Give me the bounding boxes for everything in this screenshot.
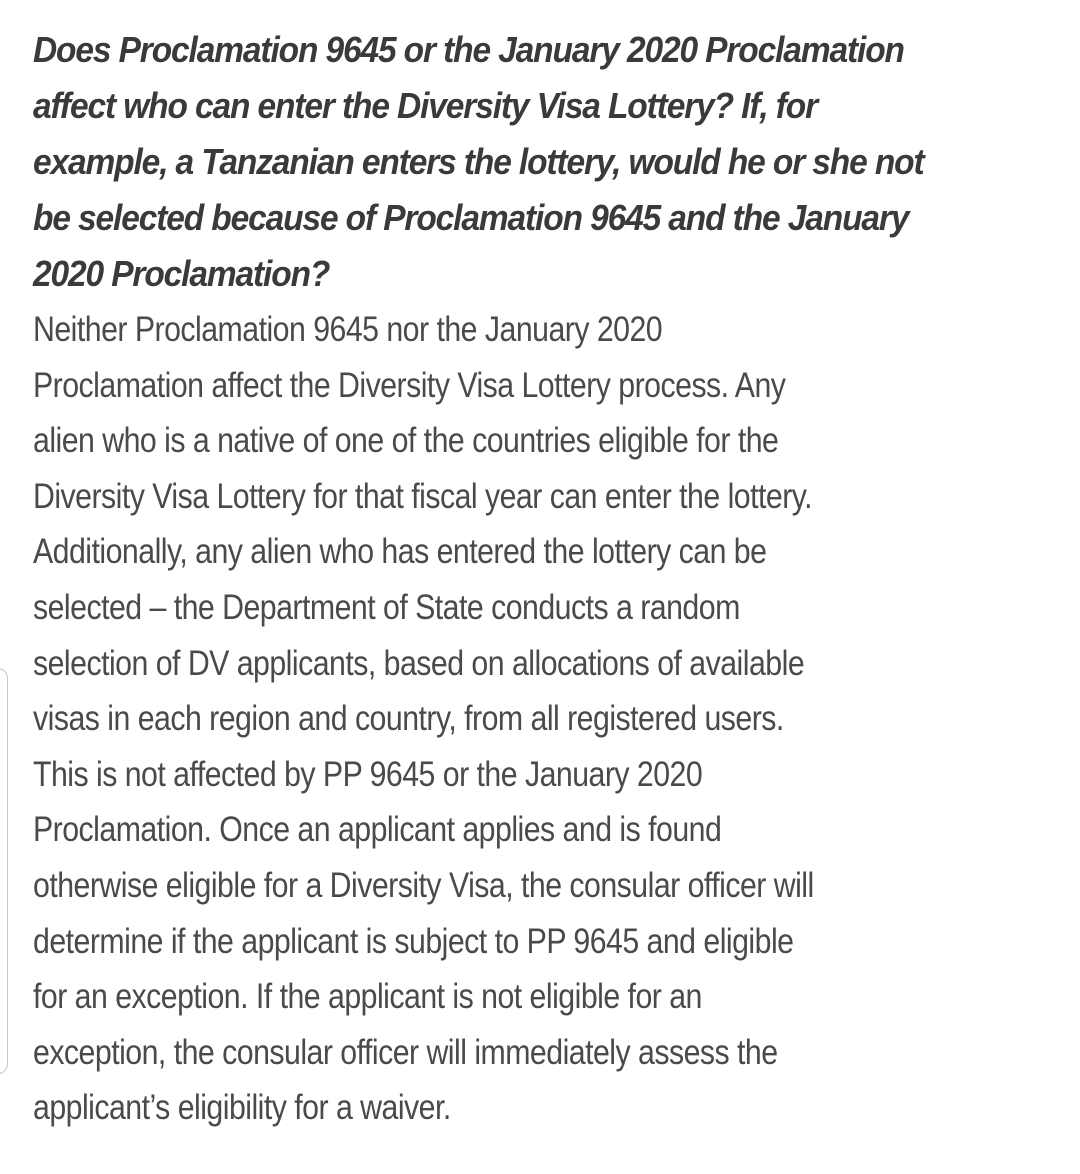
- answer-line: Additionally, any alien who has entered the lottery can be: [33, 532, 767, 572]
- faq-question: [33, 22, 1056, 302]
- answer-line: Proclamation. Once an applicant applies and is found: [33, 810, 722, 850]
- question-line: be selected because of Proclamation 9645 and the January: [33, 197, 909, 238]
- question-line: example, a Tanzanian enters the lottery, would he or she not: [33, 141, 924, 182]
- answer-line: Neither Proclamation 9645 nor the January 2020: [33, 310, 663, 349]
- answer-line: Proclamation affect the Diversity Visa Lottery process. Any: [33, 365, 786, 405]
- answer-line: exception, the consular officer will immediately assess the: [33, 1032, 778, 1072]
- answer-line: otherwise eligible for a Diversity Visa, the consular officer will: [33, 865, 814, 905]
- faq-answer: [33, 302, 1071, 1136]
- question-line: Does Proclamation 9645 or the January 2020 Proclamation: [33, 29, 904, 70]
- answer-line: determine if the applicant is subject to PP 9645 and eligible: [33, 921, 794, 961]
- question-line: affect who can enter the Diversity Visa Lottery? If, for: [33, 85, 818, 126]
- answer-line: selected – the Department of State conducts a random: [33, 587, 740, 627]
- scroll-edge-indicator: [0, 668, 8, 1074]
- answer-line: This is not affected by PP 9645 or the January 2020: [33, 754, 703, 794]
- answer-line: selection of DV applicants, based on allocations of available: [33, 643, 805, 683]
- answer-line: alien who is a native of one of the countries eligible for the: [33, 421, 779, 461]
- answer-line: visas in each region and country, from all registered users.: [33, 699, 784, 739]
- answer-line: for an exception. If the applicant is not eligible for an: [33, 977, 702, 1017]
- answer-line: applicant’s eligibility for a waiver.: [33, 1088, 451, 1128]
- question-line: 2020 Proclamation?: [33, 253, 330, 294]
- answer-line: Diversity Visa Lottery for that fiscal year can enter the lottery.: [33, 476, 813, 516]
